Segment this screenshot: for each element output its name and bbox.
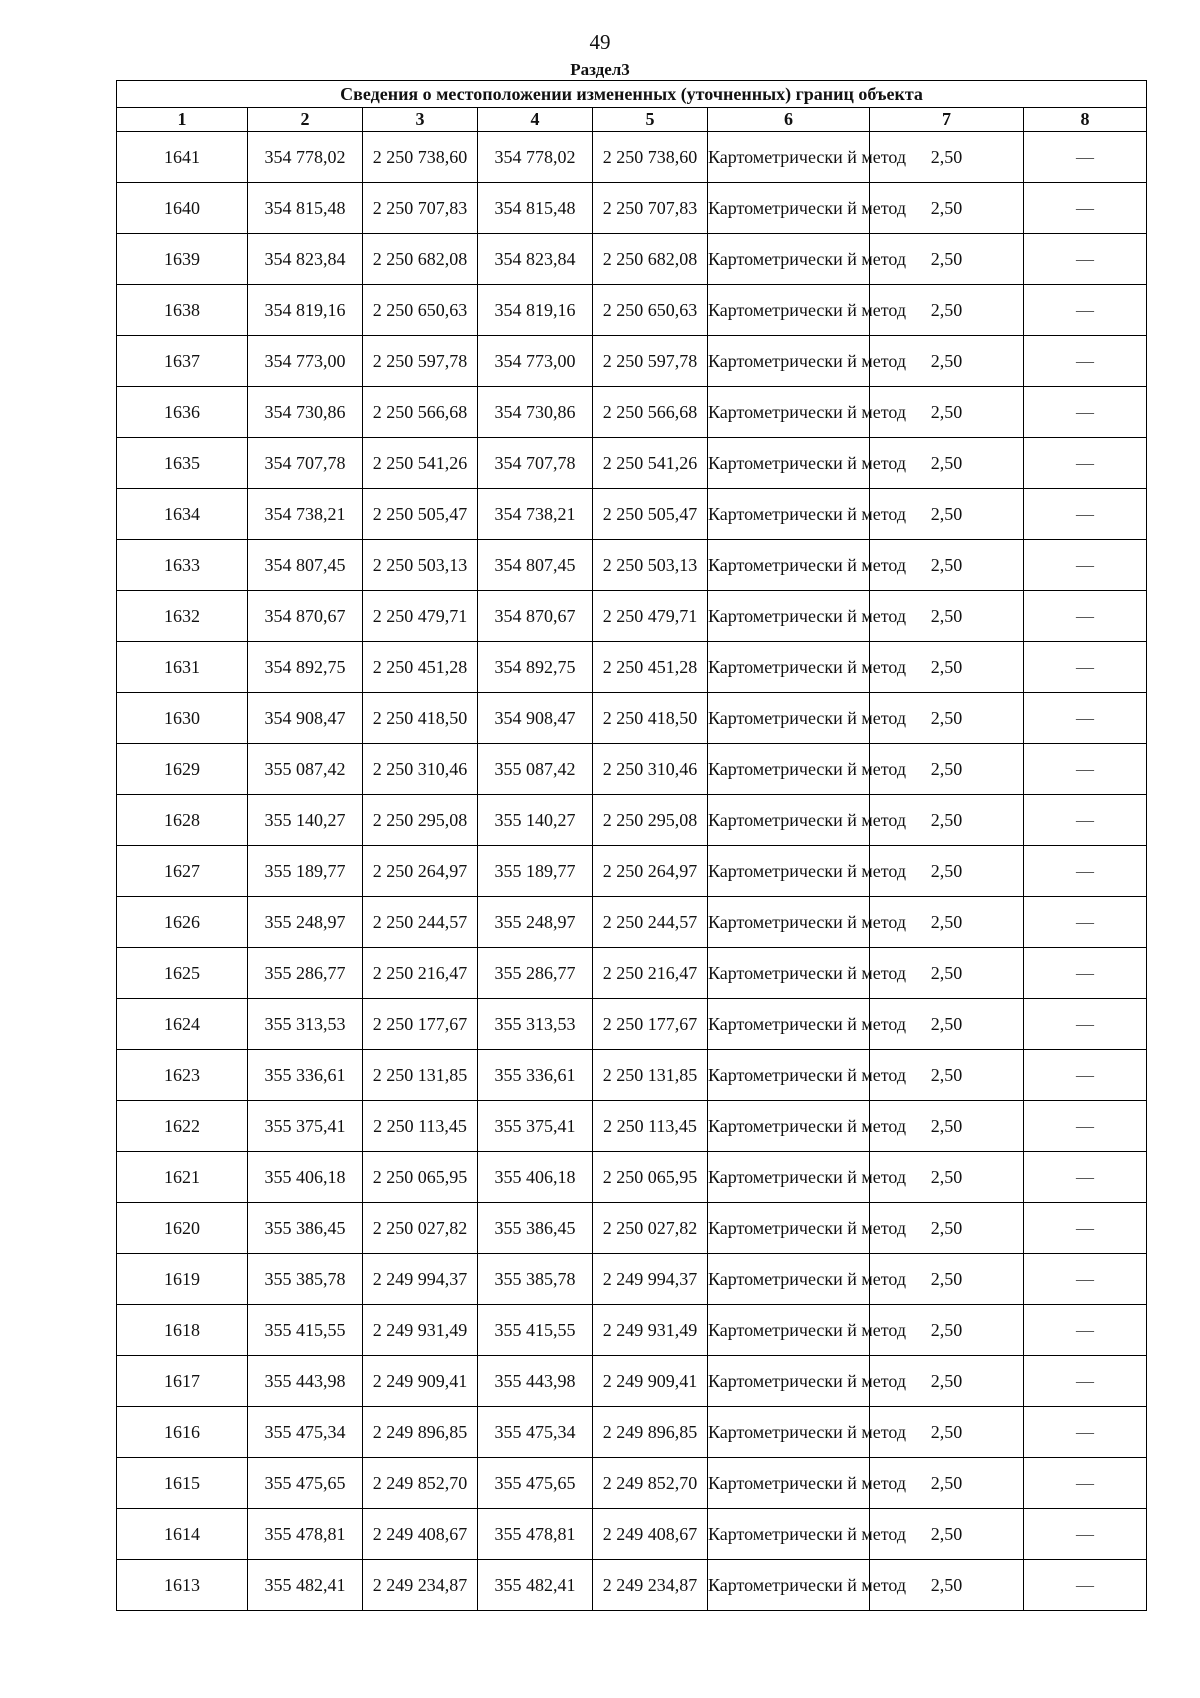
table-row — [117, 948, 1147, 999]
point-number-cell: 1614 — [117, 1509, 248, 1560]
table-row — [117, 1509, 1147, 1560]
accuracy-cell: 2,50 — [870, 1254, 1024, 1305]
table-row — [117, 336, 1147, 387]
description-cell: — — [1024, 999, 1147, 1050]
x-old-cell: 355 478,81 — [248, 1509, 363, 1560]
y-old-cell: 2 250 451,28 — [363, 642, 478, 693]
point-number-cell: 1615 — [117, 1458, 248, 1509]
x-new-cell: 354 892,75 — [478, 642, 593, 693]
method-cell: Картометрически й метод — [708, 234, 870, 285]
x-old-cell: 355 475,65 — [248, 1458, 363, 1509]
description-cell: — — [1024, 438, 1147, 489]
x-new-cell: 354 815,48 — [478, 183, 593, 234]
description-cell: — — [1024, 387, 1147, 438]
point-number-cell: 1640 — [117, 183, 248, 234]
y-new-cell: 2 250 597,78 — [593, 336, 708, 387]
y-new-cell: 2 249 234,87 — [593, 1560, 708, 1611]
y-old-cell: 2 250 131,85 — [363, 1050, 478, 1101]
column-number: 3 — [363, 108, 478, 132]
method-cell: Картометрически й метод — [708, 1458, 870, 1509]
x-new-cell: 354 908,47 — [478, 693, 593, 744]
method-cell: Картометрически й метод — [708, 1560, 870, 1611]
x-new-cell: 355 087,42 — [478, 744, 593, 795]
y-new-cell: 2 250 216,47 — [593, 948, 708, 999]
point-number-cell: 1619 — [117, 1254, 248, 1305]
description-cell: — — [1024, 693, 1147, 744]
x-new-cell: 354 707,78 — [478, 438, 593, 489]
point-number-cell: 1626 — [117, 897, 248, 948]
x-old-cell: 354 730,86 — [248, 387, 363, 438]
x-new-cell: 354 738,21 — [478, 489, 593, 540]
x-new-cell: 355 375,41 — [478, 1101, 593, 1152]
x-old-cell: 355 375,41 — [248, 1101, 363, 1152]
table-row — [117, 642, 1147, 693]
y-new-cell: 2 250 244,57 — [593, 897, 708, 948]
y-old-cell: 2 250 027,82 — [363, 1203, 478, 1254]
x-new-cell: 354 730,86 — [478, 387, 593, 438]
x-old-cell: 354 807,45 — [248, 540, 363, 591]
x-old-cell: 354 823,84 — [248, 234, 363, 285]
x-old-cell: 354 870,67 — [248, 591, 363, 642]
accuracy-cell: 2,50 — [870, 387, 1024, 438]
y-new-cell: 2 250 418,50 — [593, 693, 708, 744]
point-number-cell: 1632 — [117, 591, 248, 642]
y-new-cell: 2 250 738,60 — [593, 132, 708, 183]
column-number: 1 — [117, 108, 248, 132]
point-number-cell: 1623 — [117, 1050, 248, 1101]
point-number-cell: 1634 — [117, 489, 248, 540]
point-number-cell: 1624 — [117, 999, 248, 1050]
y-new-cell: 2 249 896,85 — [593, 1407, 708, 1458]
table-row — [117, 744, 1147, 795]
x-new-cell: 354 870,67 — [478, 591, 593, 642]
point-number-cell: 1631 — [117, 642, 248, 693]
point-number-cell: 1618 — [117, 1305, 248, 1356]
boundary-table — [116, 80, 1147, 1611]
x-new-cell: 355 406,18 — [478, 1152, 593, 1203]
accuracy-cell: 2,50 — [870, 795, 1024, 846]
column-number: 4 — [478, 108, 593, 132]
x-old-cell: 355 386,45 — [248, 1203, 363, 1254]
accuracy-cell: 2,50 — [870, 540, 1024, 591]
point-number-cell: 1639 — [117, 234, 248, 285]
y-old-cell: 2 250 065,95 — [363, 1152, 478, 1203]
y-old-cell: 2 250 113,45 — [363, 1101, 478, 1152]
point-number-cell: 1630 — [117, 693, 248, 744]
y-new-cell: 2 250 027,82 — [593, 1203, 708, 1254]
description-cell: — — [1024, 1509, 1147, 1560]
method-cell: Картометрически й метод — [708, 132, 870, 183]
x-new-cell: 355 336,61 — [478, 1050, 593, 1101]
point-number-cell: 1628 — [117, 795, 248, 846]
table-row — [117, 1101, 1147, 1152]
x-old-cell: 354 819,16 — [248, 285, 363, 336]
y-new-cell: 2 249 931,49 — [593, 1305, 708, 1356]
x-old-cell: 355 248,97 — [248, 897, 363, 948]
method-cell: Картометрически й метод — [708, 540, 870, 591]
x-old-cell: 355 406,18 — [248, 1152, 363, 1203]
accuracy-cell: 2,50 — [870, 489, 1024, 540]
accuracy-cell: 2,50 — [870, 1407, 1024, 1458]
method-cell: Картометрически й метод — [708, 1356, 870, 1407]
method-cell: Картометрически й метод — [708, 489, 870, 540]
point-number-cell: 1641 — [117, 132, 248, 183]
description-cell: — — [1024, 948, 1147, 999]
description-cell: — — [1024, 336, 1147, 387]
method-cell: Картометрически й метод — [708, 1101, 870, 1152]
column-number: 8 — [1024, 108, 1147, 132]
method-cell: Картометрически й метод — [708, 1050, 870, 1101]
description-cell: — — [1024, 897, 1147, 948]
y-new-cell: 2 250 451,28 — [593, 642, 708, 693]
description-cell: — — [1024, 1356, 1147, 1407]
point-number-cell: 1621 — [117, 1152, 248, 1203]
y-new-cell: 2 250 503,13 — [593, 540, 708, 591]
x-new-cell: 355 189,77 — [478, 846, 593, 897]
y-old-cell: 2 249 408,67 — [363, 1509, 478, 1560]
y-new-cell: 2 249 909,41 — [593, 1356, 708, 1407]
column-number: 5 — [593, 108, 708, 132]
description-cell: — — [1024, 234, 1147, 285]
x-old-cell: 354 908,47 — [248, 693, 363, 744]
description-cell: — — [1024, 540, 1147, 591]
table-row — [117, 795, 1147, 846]
accuracy-cell: 2,50 — [870, 183, 1024, 234]
description-cell: — — [1024, 642, 1147, 693]
y-old-cell: 2 249 994,37 — [363, 1254, 478, 1305]
accuracy-cell: 2,50 — [870, 591, 1024, 642]
accuracy-cell: 2,50 — [870, 693, 1024, 744]
table-row — [117, 540, 1147, 591]
table-row — [117, 489, 1147, 540]
accuracy-cell: 2,50 — [870, 1560, 1024, 1611]
method-cell: Картометрически й метод — [708, 999, 870, 1050]
table-row — [117, 999, 1147, 1050]
description-cell: — — [1024, 183, 1147, 234]
x-old-cell: 354 892,75 — [248, 642, 363, 693]
accuracy-cell: 2,50 — [870, 1509, 1024, 1560]
description-cell: — — [1024, 132, 1147, 183]
y-old-cell: 2 250 216,47 — [363, 948, 478, 999]
accuracy-cell: 2,50 — [870, 642, 1024, 693]
description-cell: — — [1024, 285, 1147, 336]
x-old-cell: 355 140,27 — [248, 795, 363, 846]
y-new-cell: 2 250 264,97 — [593, 846, 708, 897]
y-new-cell: 2 250 065,95 — [593, 1152, 708, 1203]
y-new-cell: 2 250 177,67 — [593, 999, 708, 1050]
table-row — [117, 1050, 1147, 1101]
column-number: 2 — [248, 108, 363, 132]
table-row — [117, 693, 1147, 744]
table-row — [117, 1560, 1147, 1611]
x-new-cell: 355 248,97 — [478, 897, 593, 948]
x-old-cell: 355 087,42 — [248, 744, 363, 795]
y-old-cell: 2 250 503,13 — [363, 540, 478, 591]
y-old-cell: 2 250 505,47 — [363, 489, 478, 540]
table-caption: Сведения о местоположении измененных (уточненных) границ объекта — [117, 81, 1147, 108]
accuracy-cell: 2,50 — [870, 285, 1024, 336]
y-new-cell: 2 250 566,68 — [593, 387, 708, 438]
y-new-cell: 2 249 408,67 — [593, 1509, 708, 1560]
description-cell: — — [1024, 1152, 1147, 1203]
table-row — [117, 1356, 1147, 1407]
method-cell: Картометрически й метод — [708, 1509, 870, 1560]
accuracy-cell: 2,50 — [870, 1458, 1024, 1509]
x-old-cell: 355 286,77 — [248, 948, 363, 999]
table-row — [117, 438, 1147, 489]
accuracy-cell: 2,50 — [870, 1203, 1024, 1254]
x-new-cell: 355 313,53 — [478, 999, 593, 1050]
description-cell: — — [1024, 1254, 1147, 1305]
accuracy-cell: 2,50 — [870, 846, 1024, 897]
y-old-cell: 2 249 852,70 — [363, 1458, 478, 1509]
y-old-cell: 2 250 295,08 — [363, 795, 478, 846]
point-number-cell: 1617 — [117, 1356, 248, 1407]
y-new-cell: 2 250 131,85 — [593, 1050, 708, 1101]
method-cell: Картометрически й метод — [708, 183, 870, 234]
x-old-cell: 354 707,78 — [248, 438, 363, 489]
point-number-cell: 1637 — [117, 336, 248, 387]
y-old-cell: 2 250 682,08 — [363, 234, 478, 285]
table-row — [117, 234, 1147, 285]
accuracy-cell: 2,50 — [870, 234, 1024, 285]
x-new-cell: 354 778,02 — [478, 132, 593, 183]
y-old-cell: 2 249 896,85 — [363, 1407, 478, 1458]
y-new-cell: 2 250 295,08 — [593, 795, 708, 846]
x-new-cell: 354 819,16 — [478, 285, 593, 336]
point-number-cell: 1616 — [117, 1407, 248, 1458]
method-cell: Картометрически й метод — [708, 897, 870, 948]
method-cell: Картометрически й метод — [708, 744, 870, 795]
point-number-cell: 1633 — [117, 540, 248, 591]
y-new-cell: 2 249 994,37 — [593, 1254, 708, 1305]
table-row — [117, 591, 1147, 642]
y-old-cell: 2 250 566,68 — [363, 387, 478, 438]
method-cell: Картометрически й метод — [708, 1254, 870, 1305]
point-number-cell: 1635 — [117, 438, 248, 489]
column-number: 6 — [708, 108, 870, 132]
y-old-cell: 2 249 234,87 — [363, 1560, 478, 1611]
method-cell: Картометрически й метод — [708, 948, 870, 999]
y-old-cell: 2 250 177,67 — [363, 999, 478, 1050]
point-number-cell: 1638 — [117, 285, 248, 336]
table-row — [117, 132, 1147, 183]
point-number-cell: 1625 — [117, 948, 248, 999]
table-row — [117, 1254, 1147, 1305]
y-new-cell: 2 250 310,46 — [593, 744, 708, 795]
accuracy-cell: 2,50 — [870, 1101, 1024, 1152]
table-row — [117, 387, 1147, 438]
x-new-cell: 355 415,55 — [478, 1305, 593, 1356]
x-new-cell: 355 475,65 — [478, 1458, 593, 1509]
x-new-cell: 355 475,34 — [478, 1407, 593, 1458]
y-new-cell: 2 250 479,71 — [593, 591, 708, 642]
x-old-cell: 354 815,48 — [248, 183, 363, 234]
method-cell: Картометрически й метод — [708, 846, 870, 897]
accuracy-cell: 2,50 — [870, 744, 1024, 795]
description-cell: — — [1024, 489, 1147, 540]
point-number-cell: 1620 — [117, 1203, 248, 1254]
x-new-cell: 355 140,27 — [478, 795, 593, 846]
y-old-cell: 2 249 931,49 — [363, 1305, 478, 1356]
x-new-cell: 355 443,98 — [478, 1356, 593, 1407]
x-old-cell: 355 443,98 — [248, 1356, 363, 1407]
description-cell: — — [1024, 1050, 1147, 1101]
accuracy-cell: 2,50 — [870, 999, 1024, 1050]
table-row — [117, 183, 1147, 234]
accuracy-cell: 2,50 — [870, 1050, 1024, 1101]
x-old-cell: 355 475,34 — [248, 1407, 363, 1458]
accuracy-cell: 2,50 — [870, 438, 1024, 489]
table-row — [117, 1407, 1147, 1458]
method-cell: Картометрически й метод — [708, 591, 870, 642]
y-new-cell: 2 250 113,45 — [593, 1101, 708, 1152]
x-new-cell: 354 773,00 — [478, 336, 593, 387]
y-new-cell: 2 250 541,26 — [593, 438, 708, 489]
y-old-cell: 2 250 264,97 — [363, 846, 478, 897]
x-new-cell: 355 286,77 — [478, 948, 593, 999]
table-row — [117, 1458, 1147, 1509]
table-row — [117, 1152, 1147, 1203]
description-cell: — — [1024, 846, 1147, 897]
section-title: Раздел3 — [570, 60, 630, 79]
accuracy-cell: 2,50 — [870, 132, 1024, 183]
y-old-cell: 2 249 909,41 — [363, 1356, 478, 1407]
accuracy-cell: 2,50 — [870, 1152, 1024, 1203]
page-number: 49 — [589, 30, 611, 54]
x-old-cell: 354 773,00 — [248, 336, 363, 387]
y-new-cell: 2 250 682,08 — [593, 234, 708, 285]
table-body — [117, 132, 1147, 1611]
point-number-cell: 1622 — [117, 1101, 248, 1152]
column-number-row — [117, 108, 1147, 132]
x-old-cell: 355 415,55 — [248, 1305, 363, 1356]
y-new-cell: 2 249 852,70 — [593, 1458, 708, 1509]
y-old-cell: 2 250 738,60 — [363, 132, 478, 183]
x-old-cell: 355 482,41 — [248, 1560, 363, 1611]
description-cell: — — [1024, 1305, 1147, 1356]
description-cell: — — [1024, 795, 1147, 846]
method-cell: Картометрически й метод — [708, 693, 870, 744]
method-cell: Картометрически й метод — [708, 1305, 870, 1356]
description-cell: — — [1024, 1458, 1147, 1509]
method-cell: Картометрически й метод — [708, 1407, 870, 1458]
method-cell: Картометрически й метод — [708, 642, 870, 693]
x-new-cell: 355 478,81 — [478, 1509, 593, 1560]
x-old-cell: 354 738,21 — [248, 489, 363, 540]
column-number: 7 — [870, 108, 1024, 132]
method-cell: Картометрически й метод — [708, 795, 870, 846]
y-old-cell: 2 250 418,50 — [363, 693, 478, 744]
method-cell: Картометрически й метод — [708, 387, 870, 438]
y-old-cell: 2 250 707,83 — [363, 183, 478, 234]
y-new-cell: 2 250 707,83 — [593, 183, 708, 234]
x-new-cell: 354 823,84 — [478, 234, 593, 285]
description-cell: — — [1024, 1101, 1147, 1152]
x-old-cell: 355 189,77 — [248, 846, 363, 897]
method-cell: Картометрически й метод — [708, 285, 870, 336]
x-new-cell: 355 482,41 — [478, 1560, 593, 1611]
y-old-cell: 2 250 597,78 — [363, 336, 478, 387]
table-row — [117, 897, 1147, 948]
y-old-cell: 2 250 479,71 — [363, 591, 478, 642]
x-old-cell: 355 385,78 — [248, 1254, 363, 1305]
accuracy-cell: 2,50 — [870, 897, 1024, 948]
table-row — [117, 1305, 1147, 1356]
method-cell: Картометрически й метод — [708, 1152, 870, 1203]
point-number-cell: 1627 — [117, 846, 248, 897]
table-row — [117, 285, 1147, 336]
accuracy-cell: 2,50 — [870, 948, 1024, 999]
description-cell: — — [1024, 744, 1147, 795]
description-cell: — — [1024, 1560, 1147, 1611]
x-old-cell: 355 313,53 — [248, 999, 363, 1050]
x-old-cell: 354 778,02 — [248, 132, 363, 183]
accuracy-cell: 2,50 — [870, 336, 1024, 387]
table-row — [117, 1203, 1147, 1254]
accuracy-cell: 2,50 — [870, 1305, 1024, 1356]
y-old-cell: 2 250 310,46 — [363, 744, 478, 795]
method-cell: Картометрически й метод — [708, 438, 870, 489]
description-cell: — — [1024, 591, 1147, 642]
x-new-cell: 354 807,45 — [478, 540, 593, 591]
accuracy-cell: 2,50 — [870, 1356, 1024, 1407]
y-old-cell: 2 250 541,26 — [363, 438, 478, 489]
x-new-cell: 355 386,45 — [478, 1203, 593, 1254]
x-new-cell: 355 385,78 — [478, 1254, 593, 1305]
description-cell: — — [1024, 1407, 1147, 1458]
y-new-cell: 2 250 505,47 — [593, 489, 708, 540]
method-cell: Картометрически й метод — [708, 336, 870, 387]
point-number-cell: 1636 — [117, 387, 248, 438]
point-number-cell: 1613 — [117, 1560, 248, 1611]
x-old-cell: 355 336,61 — [248, 1050, 363, 1101]
method-cell: Картометрически й метод — [708, 1203, 870, 1254]
y-old-cell: 2 250 244,57 — [363, 897, 478, 948]
point-number-cell: 1629 — [117, 744, 248, 795]
table-row — [117, 846, 1147, 897]
y-old-cell: 2 250 650,63 — [363, 285, 478, 336]
y-new-cell: 2 250 650,63 — [593, 285, 708, 336]
description-cell: — — [1024, 1203, 1147, 1254]
